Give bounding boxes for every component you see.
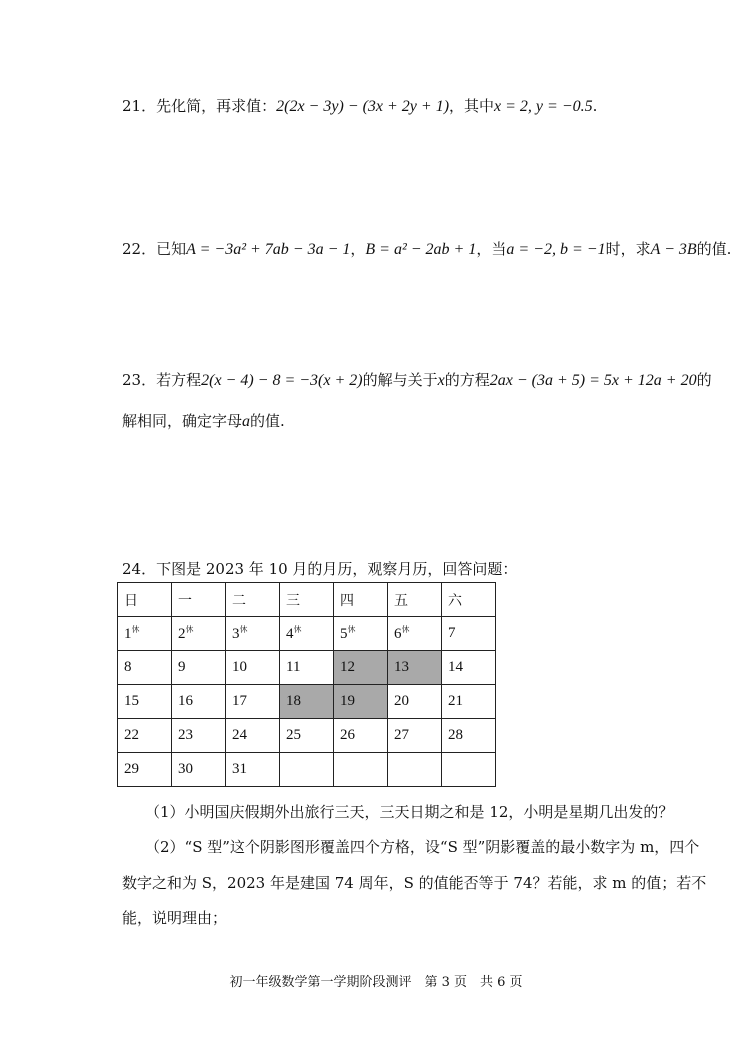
calendar-day-21 <box>442 685 496 719</box>
q23-number: 23． <box>122 371 157 389</box>
calendar-day-14 <box>442 651 496 685</box>
calendar-day-number: 25 <box>286 727 301 743</box>
calendar-day-22 <box>118 719 172 753</box>
q22-expression-b: B = a² − 2ab + 1 <box>365 241 477 258</box>
calendar-day-27 <box>388 719 442 753</box>
calendar-weekday-header: 三 <box>280 583 334 617</box>
calendar-day-2 <box>172 617 226 651</box>
holiday-mark: 休 <box>131 625 140 634</box>
calendar-day-number: 2 <box>178 626 186 642</box>
q22-separator: ， <box>350 240 366 258</box>
calendar-day-number: 4 <box>286 626 294 642</box>
q24-sub-question-2-line-3: 能，说明理由； <box>122 909 228 927</box>
calendar-day-24 <box>226 719 280 753</box>
q21-text: 先化简，再求值： <box>156 97 277 115</box>
calendar-day-number: 1 <box>124 626 132 642</box>
calendar-day-number: 5 <box>340 626 348 642</box>
calendar-header-row <box>118 583 496 617</box>
calendar-week-row <box>118 753 496 787</box>
calendar-week-row <box>118 719 496 753</box>
calendar-week-row <box>118 685 496 719</box>
q21-number: 21． <box>122 97 157 115</box>
calendar-day-number: 22 <box>124 727 139 743</box>
calendar-day-number: 9 <box>178 659 186 675</box>
calendar-weekday-header: 六 <box>442 583 496 617</box>
calendar-day-15 <box>118 685 172 719</box>
q22-text-2: ，当 <box>476 240 507 258</box>
calendar-day-6 <box>388 617 442 651</box>
q21-condition: x = 2, y = −0.5 <box>494 98 593 115</box>
q22-target: A − 3B <box>650 241 697 258</box>
calendar-weekday-header: 二 <box>226 583 280 617</box>
calendar-day-26 <box>334 719 388 753</box>
calendar-day-number: 21 <box>448 693 463 709</box>
calendar-day-11 <box>280 651 334 685</box>
calendar-day-number: 28 <box>448 727 463 743</box>
calendar-weekday-header: 一 <box>172 583 226 617</box>
calendar-table <box>117 582 496 787</box>
question-23 <box>122 369 712 390</box>
calendar-day-17 <box>226 685 280 719</box>
holiday-mark: 休 <box>347 625 356 634</box>
q22-text: 已知 <box>156 240 187 258</box>
calendar-day-12 <box>334 651 388 685</box>
calendar-day-number: 26 <box>340 727 355 743</box>
calendar-day-19 <box>334 685 388 719</box>
question-24-intro: 24．下图是 2023 年 10 月的月历，观察月历，回答问题： <box>122 560 518 578</box>
q23-line2-text: 解相同，确定字母 <box>122 412 243 430</box>
calendar-day-29 <box>118 753 172 787</box>
q22-expression-a: A = −3a² + 7ab − 3a − 1 <box>186 241 351 258</box>
q23-equation-2: 2ax − (3a + 5) = 5x + 12a + 20 <box>489 372 697 389</box>
calendar-day-number: 11 <box>286 659 301 675</box>
calendar-weekday-header: 日 <box>118 583 172 617</box>
calendar-day-1 <box>118 617 172 651</box>
calendar-day-number: 8 <box>124 659 132 675</box>
holiday-mark: 休 <box>185 625 194 634</box>
calendar-weekday-header: 五 <box>388 583 442 617</box>
calendar-weekday-header: 四 <box>334 583 388 617</box>
calendar-day-number: 17 <box>232 693 247 709</box>
calendar-day-number: 6 <box>394 626 402 642</box>
calendar-day-30 <box>172 753 226 787</box>
calendar-day-8 <box>118 651 172 685</box>
calendar-day-number: 13 <box>394 659 409 675</box>
calendar-day-10 <box>226 651 280 685</box>
q23-text-3: 的方程 <box>444 371 490 389</box>
calendar-day-25 <box>280 719 334 753</box>
calendar-day-9 <box>172 651 226 685</box>
calendar-week-row <box>118 651 496 685</box>
calendar-day-4 <box>280 617 334 651</box>
calendar-day-7 <box>442 617 496 651</box>
calendar-day-number: 30 <box>178 761 193 777</box>
q23-equation-1: 2(x − 4) − 8 = −3(x + 2) <box>201 372 363 389</box>
calendar-day-13 <box>388 651 442 685</box>
calendar-day-31 <box>226 753 280 787</box>
calendar-day-number: 31 <box>232 761 247 777</box>
q23-line2-var: a <box>242 413 251 430</box>
q22-number: 22． <box>122 240 157 258</box>
question-21 <box>122 95 597 116</box>
calendar-day-number: 29 <box>124 761 139 777</box>
q24-sub-question-1: （1）小明国庆假期外出旅行三天，三天日期之和是 12，小明是星期几出发的？ <box>145 803 674 821</box>
q24-sub-question-2-line-1: （2）“S 型”这个阴影图形覆盖四个方格，设“S 型”阴影覆盖的最小数字为 m，四个 <box>145 838 700 856</box>
calendar-empty-cell <box>334 753 388 787</box>
page-footer: 初一年级数学第一学期阶段测评 第 3 页 共 6 页 <box>229 975 523 990</box>
calendar-week-row <box>118 617 496 651</box>
calendar-day-number: 12 <box>340 659 355 675</box>
calendar-empty-cell <box>442 753 496 787</box>
q22-text-3: 时，求 <box>605 240 651 258</box>
question-22 <box>122 238 731 259</box>
calendar-day-20 <box>388 685 442 719</box>
calendar-day-18 <box>280 685 334 719</box>
calendar-day-28 <box>442 719 496 753</box>
holiday-mark: 休 <box>401 625 410 634</box>
q22-text-4: 的值. <box>696 240 732 258</box>
q23-variable: x <box>437 372 445 389</box>
calendar-empty-cell <box>280 753 334 787</box>
calendar-day-5 <box>334 617 388 651</box>
calendar-day-number: 14 <box>448 659 463 675</box>
calendar-day-number: 19 <box>340 693 355 709</box>
calendar-day-number: 18 <box>286 693 301 709</box>
q21-text-2: ，其中 <box>449 97 495 115</box>
calendar-day-number: 24 <box>232 727 247 743</box>
calendar-day-number: 16 <box>178 693 193 709</box>
q23-line2-end: 的值. <box>250 412 285 430</box>
q21-expression: 2(2x − 3y) − (3x + 2y + 1) <box>276 98 450 115</box>
holiday-mark: 休 <box>239 625 248 634</box>
calendar-day-number: 15 <box>124 693 139 709</box>
calendar-day-3 <box>226 617 280 651</box>
question-23-line-2 <box>122 410 285 431</box>
calendar-day-number: 20 <box>394 693 409 709</box>
calendar-day-16 <box>172 685 226 719</box>
q23-text-4: 的 <box>696 371 712 389</box>
q22-condition: a = −2, b = −1 <box>506 241 606 258</box>
calendar-day-number: 27 <box>394 727 409 743</box>
q21-period: . <box>592 97 598 115</box>
calendar-day-number: 3 <box>232 626 240 642</box>
calendar-day-number: 7 <box>448 625 456 641</box>
calendar-day-number: 23 <box>178 727 193 743</box>
calendar-day-23 <box>172 719 226 753</box>
q24-sub-question-2-line-2: 数字之和为 S，2023 年是建国 74 周年，S 的值能否等于 74？若能，求 m 的值；若不 <box>122 874 707 892</box>
q23-text: 若方程 <box>156 371 202 389</box>
q23-text-2: 的解与关于 <box>362 371 438 389</box>
calendar-empty-cell <box>388 753 442 787</box>
calendar-day-number: 10 <box>232 659 247 675</box>
holiday-mark: 休 <box>293 625 302 634</box>
